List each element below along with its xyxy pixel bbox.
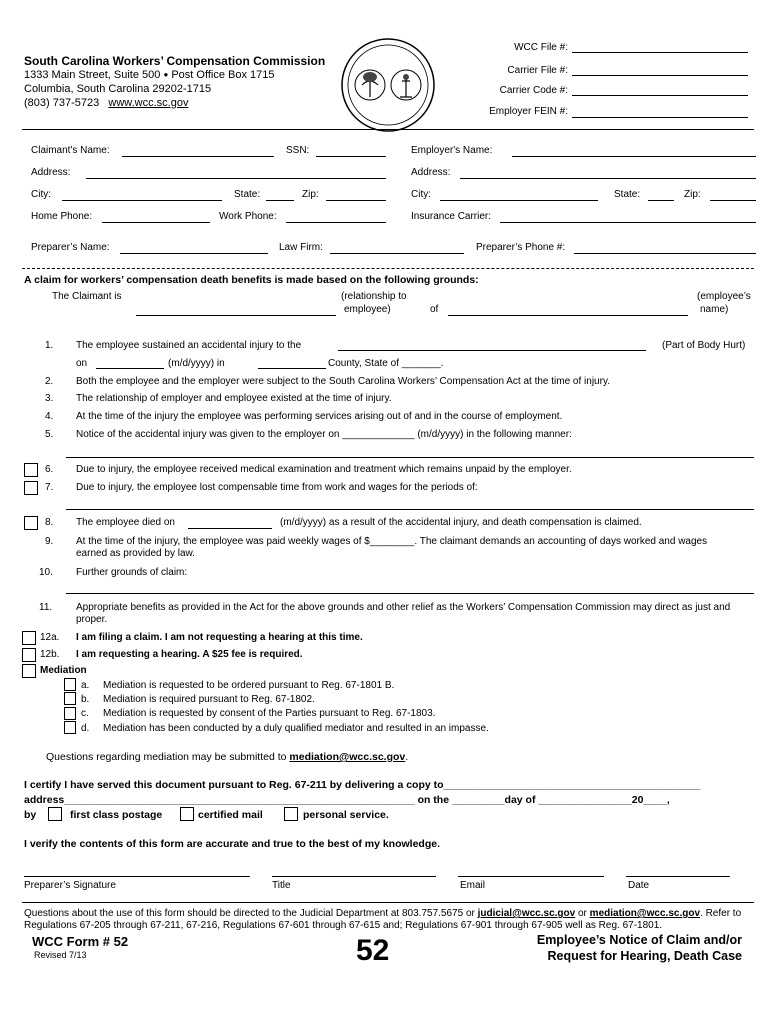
employer-fein-field[interactable]: [572, 117, 748, 118]
revised-date: Revised 7/13: [34, 950, 87, 960]
email-label: Email: [460, 880, 486, 891]
item-12a-text: I am filing a claim. I am not requesting a hearing at this time.: [76, 632, 363, 643]
employee-name-label-1: (employee’s: [697, 291, 751, 302]
footer-questions-suffix: . Refer to: [700, 908, 742, 919]
certify-line-2: address____________________________________________________________ on the _________day of ________________20____,: [24, 794, 670, 806]
certified-mail-label: certified mail: [198, 809, 263, 821]
footer-mediation-email-link[interactable]: mediation@wcc.sc.gov: [589, 908, 701, 919]
form-title-line-2: Request for Hearing, Death Case: [547, 949, 742, 963]
item-7-number: 7.: [45, 482, 54, 493]
item-2-number: 2.: [45, 376, 54, 387]
body-part-field[interactable]: [338, 350, 646, 351]
carrier-code-label: Carrier Code #:: [499, 85, 568, 96]
item-6-checkbox[interactable]: [24, 463, 38, 477]
item-3-number: 3.: [45, 393, 54, 404]
item-9-text-b: earned as provided by law.: [76, 548, 195, 559]
relationship-label-2: employee): [344, 304, 391, 315]
claimant-address-label: Address:: [31, 167, 71, 178]
mediation-c-text: Mediation is requested by consent of the Parties pursuant to Reg. 67-1803.: [103, 708, 436, 719]
email-field[interactable]: [458, 876, 604, 877]
mediation-questions-prefix: Questions regarding mediation may be submitted to: [46, 751, 287, 763]
employer-address-field[interactable]: [460, 178, 756, 179]
street-address: 1333 Main Street, Suite 500: [24, 69, 161, 81]
employer-state-label: State:: [614, 189, 641, 200]
carrier-file-field[interactable]: [572, 75, 748, 76]
preparer-name-field[interactable]: [120, 253, 268, 254]
carrier-file-label: Carrier File #:: [507, 65, 568, 76]
item-9-number: 9.: [45, 536, 54, 547]
claimant-state-field[interactable]: [266, 200, 294, 201]
item-8-checkbox[interactable]: [24, 516, 38, 530]
injury-date-field[interactable]: [96, 368, 164, 369]
law-firm-field[interactable]: [330, 253, 464, 254]
claimant-address-field[interactable]: [86, 178, 386, 179]
relationship-label-1: (relationship to: [341, 291, 407, 302]
item-6-number: 6.: [45, 464, 54, 475]
personal-service-checkbox[interactable]: [284, 807, 298, 821]
body-part-label: (Part of Body Hurt): [662, 340, 746, 351]
claimant-city-label: City:: [31, 189, 51, 200]
mediation-d-text: Mediation has been conducted by a duly qualified mediator and resulted in an impasse.: [103, 723, 489, 734]
item-7-text: Due to injury, the employee lost compensable time from work and wages for the periods of:: [76, 482, 478, 493]
bullet-icon: ●: [163, 70, 169, 79]
item-5-number: 5.: [45, 429, 54, 440]
claimant-city-field[interactable]: [62, 200, 222, 201]
of-label: of: [430, 304, 439, 315]
mediation-a-text: Mediation is requested to be ordered pursuant to Reg. 67-1801 B.: [103, 680, 395, 691]
org-address-line1: [24, 69, 274, 81]
work-phone-label: Work Phone:: [219, 211, 277, 222]
item-12b-checkbox[interactable]: [22, 648, 36, 662]
divider: [22, 129, 754, 130]
ssn-label: SSN:: [286, 145, 310, 156]
mediation-c-letter: c.: [81, 708, 89, 719]
item-4-number: 4.: [45, 411, 54, 422]
injury-date-label: (m/d/yyyy) in: [168, 358, 225, 369]
relationship-field[interactable]: [136, 315, 336, 316]
mediation-questions-suffix: .: [405, 751, 409, 763]
claimant-zip-field[interactable]: [326, 200, 386, 201]
item-11-text-a: Appropriate benefits as provided in the Act for the above grounds and other relief as the Workers’ Compensation Commission may direct as just and: [76, 602, 731, 613]
form-title-line-1: Employee’s Notice of Claim and/or: [536, 933, 742, 947]
employee-name-label-2: name): [700, 304, 729, 315]
preparer-name-label: Preparer’s Name:: [31, 242, 110, 253]
certify-by-label: by: [24, 809, 37, 821]
org-contact: [24, 97, 188, 109]
employer-city-label: City:: [411, 189, 431, 200]
notice-manner-field[interactable]: [66, 457, 754, 458]
claimant-zip-label: Zip:: [302, 189, 319, 200]
injury-county-label: County, State of _______.: [328, 358, 444, 369]
employer-name-field[interactable]: [512, 156, 756, 157]
form-number: WCC Form # 52: [32, 934, 129, 949]
mediation-a-letter: a.: [81, 680, 90, 691]
item-5-text: Notice of the accidental injury was given to the employer on _____________ (m/d/yyyy) in the following manner:: [76, 429, 572, 440]
lost-time-periods-field[interactable]: [66, 509, 754, 510]
org-phone: (803) 737-5723: [24, 97, 100, 109]
certify-line-1: I certify I have served this document pursuant to Reg. 67-211 by delivering a copy to____________________________________________: [24, 779, 701, 791]
item-2-text: Both the employee and the employer were subject to the South Carolina Workers’ Compensation Act at the time of injury.: [76, 376, 610, 387]
item-12a-number: 12a.: [40, 632, 60, 643]
preparer-signature-label: Preparer’s Signature: [24, 880, 116, 891]
form-big-number: 52: [356, 934, 390, 967]
item-3-text: The relationship of employer and employee existed at the time of injury.: [76, 393, 392, 404]
footer-or: or: [577, 908, 587, 919]
preparer-phone-field[interactable]: [574, 253, 756, 254]
footer-questions: [24, 908, 741, 919]
org-address-line2: Columbia, South Carolina 29202-1715: [24, 83, 212, 95]
org-website-link[interactable]: www.wcc.sc.gov: [108, 97, 189, 109]
mediation-b-checkbox[interactable]: [64, 692, 76, 705]
item-12b-number: 12b.: [40, 649, 60, 660]
ssn-field[interactable]: [316, 156, 386, 157]
first-class-postage-label: first class postage: [70, 809, 163, 821]
claimant-state-label: State:: [234, 189, 261, 200]
title-label: Title: [272, 880, 291, 891]
employer-name-label: Employer's Name:: [411, 145, 493, 156]
mediation-checkbox[interactable]: [22, 664, 36, 678]
item-10-number: 10.: [39, 567, 53, 578]
mediation-b-text: Mediation is required pursuant to Reg. 67-1802.: [103, 694, 315, 705]
verify-statement: I verify the contents of this form are accurate and true to the best of my knowledge.: [24, 838, 441, 850]
item-1-text: The employee sustained an accidental injury to the: [76, 340, 302, 351]
item-7-checkbox[interactable]: [24, 481, 38, 495]
home-phone-field[interactable]: [102, 222, 210, 223]
work-phone-field[interactable]: [286, 222, 386, 223]
law-firm-label: Law Firm:: [279, 242, 323, 253]
item-11-text-b: proper.: [76, 614, 108, 625]
item-9-text-a: At the time of the injury, the employee was paid weekly wages of $________. The claimant demands an accounting of days worked and wages: [76, 536, 708, 547]
insurance-carrier-label: Insurance Carrier:: [411, 211, 492, 222]
home-phone-label: Home Phone:: [31, 211, 93, 222]
claimant-name-label: Claimant's Name:: [31, 145, 110, 156]
death-date-field[interactable]: [188, 528, 272, 529]
item-8-text-b: (m/d/yyyy) as a result of the accidental injury, and death compensation is claimed.: [280, 517, 642, 528]
personal-service-label: personal service.: [303, 809, 389, 821]
claimant-is-label: The Claimant is: [52, 291, 122, 302]
further-grounds-field[interactable]: [66, 593, 754, 594]
mediation-d-letter: d.: [81, 723, 90, 734]
employer-fein-label: Employer FEIN #:: [489, 106, 568, 117]
employee-name-field[interactable]: [448, 315, 688, 316]
first-class-postage-checkbox[interactable]: [48, 807, 62, 821]
employer-city-field[interactable]: [440, 200, 598, 201]
mediation-email-link[interactable]: mediation@wcc.sc.gov: [289, 751, 406, 763]
item-11-number: 11.: [39, 602, 53, 613]
employer-zip-label: Zip:: [684, 189, 701, 200]
injury-county-field[interactable]: [258, 368, 326, 369]
judicial-email-link[interactable]: judicial@wcc.sc.gov: [477, 908, 576, 919]
date-label: Date: [628, 880, 650, 891]
footer-questions-prefix: Questions about the use of this form should be directed to the Judicial Department at 803.757.5675 or: [24, 908, 475, 919]
employer-state-field[interactable]: [648, 200, 674, 201]
claim-heading: A claim for workers’ compensation death benefits is made based on the following grounds:: [24, 274, 479, 286]
item-10-text: Further grounds of claim:: [76, 567, 188, 578]
preparer-phone-label: Preparer’s Phone #:: [476, 242, 566, 253]
carrier-code-field[interactable]: [572, 95, 748, 96]
footer-regulations: Regulations 67-205 through 67-211, 67-216, Regulations 67-601 through 67-615 and; Regulations 67-901 through 67-905 well as Reg. 67-1801.: [24, 920, 663, 931]
item-8-text-a: The employee died on: [76, 517, 175, 528]
preparer-signature-field[interactable]: [24, 876, 250, 877]
employer-address-label: Address:: [411, 167, 451, 178]
mediation-title: Mediation: [40, 665, 87, 676]
employer-zip-field[interactable]: [710, 200, 756, 201]
item-12a-checkbox[interactable]: [22, 631, 36, 645]
injury-on-label: on: [76, 358, 88, 369]
certified-mail-checkbox[interactable]: [180, 807, 194, 821]
item-6-text: Due to injury, the employee received medical examination and treatment which remains unpaid by the employer.: [76, 464, 572, 475]
divider: [22, 902, 754, 903]
date-field[interactable]: [626, 876, 730, 877]
mediation-a-checkbox[interactable]: [64, 678, 76, 691]
item-1-number: 1.: [45, 340, 54, 351]
po-box: Post Office Box 1715: [171, 69, 275, 81]
item-4-text: At the time of the injury the employee was performing services arising out of and in the course of employment.: [76, 411, 563, 422]
claimant-name-field[interactable]: [122, 156, 274, 157]
divider: [22, 268, 754, 269]
wcc-file-label: WCC File #:: [514, 42, 568, 53]
item-12b-text: I am requesting a hearing. A $25 fee is required.: [76, 649, 303, 660]
org-name: South Carolina Workers’ Compensation Commission: [24, 54, 326, 68]
state-seal-icon: [340, 37, 436, 133]
mediation-b-letter: b.: [81, 694, 90, 705]
mediation-c-checkbox[interactable]: [64, 707, 76, 720]
mediation-d-checkbox[interactable]: [64, 721, 76, 734]
item-8-number: 8.: [45, 517, 54, 528]
insurance-carrier-field[interactable]: [500, 222, 756, 223]
title-field[interactable]: [272, 876, 436, 877]
wcc-file-field[interactable]: [572, 52, 748, 53]
mediation-questions: [46, 751, 408, 763]
